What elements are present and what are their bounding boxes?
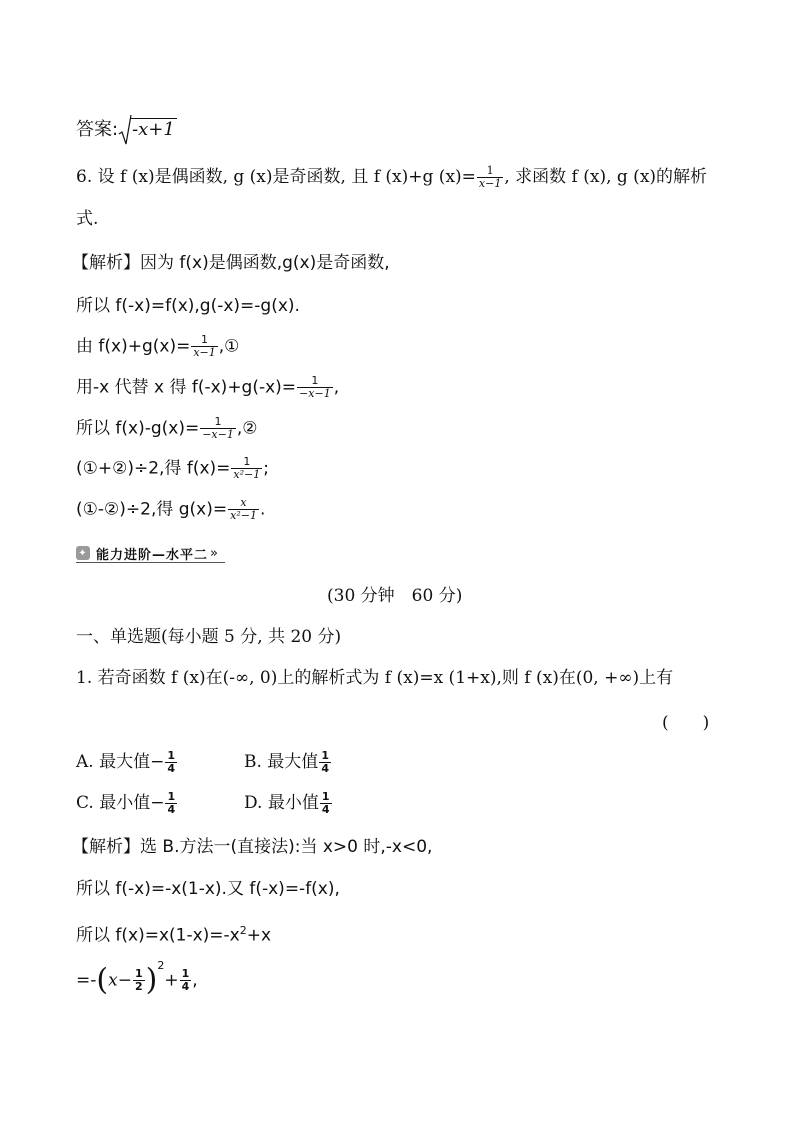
solution-6-line-5: [76, 416, 258, 441]
fraction: $\frac{1}{4}$: [321, 790, 330, 816]
solution-6-line-4: [76, 375, 339, 400]
exponent: 2: [239, 924, 247, 937]
fraction: $\frac{1}{x-1}$: [193, 333, 216, 359]
answer-label: 答案:: [76, 119, 119, 140]
solution-6-line-1: [72, 251, 390, 275]
option-b-text: B. 最大值: [244, 752, 319, 772]
answer-line: [76, 118, 177, 142]
solution-6-line-6-text: (①+②)÷2,得 f(x)=: [76, 458, 231, 479]
fraction: $\frac{1}{x-1}$: [478, 164, 502, 190]
solution-1-line-3: [76, 919, 271, 948]
plus-sign: +: [164, 970, 179, 991]
left-paren: (: [96, 962, 109, 998]
radicand: -x+1: [132, 119, 175, 140]
solution-6-line-4-text: 用-x 代替 x 得 f(-x)+g(-x)=: [76, 377, 297, 398]
answer-blank: ( ): [662, 713, 710, 733]
right-paren: ): [145, 962, 158, 998]
fraction: $\frac{1}{-x-1}$: [299, 374, 331, 400]
solution-6-line-6-end: ;: [263, 458, 269, 479]
option-d-text: D. 最小值: [244, 793, 319, 813]
question-1-stem: 1. 若奇函数 f (x)在(-∞, 0)上的解析式为 f (x)=x (1+x),则 f (x)在(0, +∞)上有: [76, 668, 674, 688]
fraction: $\frac{1}{4}$: [181, 967, 190, 994]
question-6-line-2: 式.: [76, 209, 99, 229]
solution-tag: 【解析】: [72, 253, 140, 273]
comma: ,: [192, 970, 198, 991]
lightbulb-icon: ✦: [76, 546, 90, 560]
solution-1-line-4: [76, 959, 198, 998]
solution-6-line-5-text: 所以 f(x)-g(x)=: [76, 418, 200, 439]
option-d: [244, 791, 333, 816]
question-6-text-b: , 求函数 f (x), g (x)的解析: [504, 167, 708, 187]
sqrt-expression: [118, 118, 177, 142]
solution-6-line-4-end: ,: [333, 377, 340, 398]
fraction: $\frac{1}{-x-1}$: [202, 415, 234, 441]
equals-minus: =-: [76, 970, 97, 991]
option-c: [76, 791, 178, 816]
solution-6-line-2: 所以 f(-x)=f(x),g(-x)=-g(x).: [76, 296, 300, 316]
solution-6-line-3-text: 由 f(x)+g(x)=: [76, 336, 191, 357]
fraction: $\frac{1}{4}$: [167, 749, 175, 775]
solution-tag: 【解析】: [72, 837, 140, 857]
fraction: $\frac{1}{4}$: [167, 790, 176, 816]
solution-6-line-3: [76, 334, 239, 359]
solution-1-line-3-end: +x: [246, 925, 272, 946]
section-badge: [76, 544, 225, 563]
solution-6-line-7-text: (①-②)÷2,得 g(x)=: [76, 499, 228, 520]
solution-6-line-3-end: ,①: [218, 336, 240, 357]
option-b: [244, 750, 332, 775]
solution-1-line-1: [72, 835, 432, 859]
solution-6-line-7-end: .: [259, 499, 266, 520]
solution-1-line-2: 所以 f(-x)=-x(1-x).又 f(-x)=-f(x),: [76, 879, 340, 899]
solution-6-line-7: [76, 497, 265, 522]
question-6-line-1: [76, 165, 707, 190]
solution-6-line-5-end: ,②: [236, 418, 258, 439]
part-1-heading: 一、单选题(每小题 5 分, 共 20 分): [76, 627, 342, 647]
option-c-text: C. 最小值−: [76, 793, 165, 813]
fraction: $\frac{x}{\text{x²−1}}$: [230, 496, 257, 522]
option-a-text: A. 最大值−: [76, 752, 165, 772]
solution-1-line-3-text: 所以 f(x)=x(1-x)=-x: [76, 925, 240, 946]
option-a: [76, 750, 178, 775]
square-exponent: 2: [157, 959, 165, 972]
question-6-text-a: 6. 设 f (x)是偶函数, g (x)是奇函数, 且 f (x)+g (x)=: [76, 167, 476, 187]
section-badge-label: 能力进阶—水平二: [96, 547, 209, 563]
double-chevron-icon: »: [210, 545, 219, 561]
solution-6-text: 因为 f(x)是偶函数,g(x)是奇函数,: [140, 253, 390, 273]
radical-sign-icon: [118, 114, 132, 146]
solution-1-text: 选 B.方法一(直接法):当 x>0 时,-x<0,: [140, 837, 433, 857]
x-minus: x−: [108, 970, 132, 991]
fraction: $\frac{1}{2}$: [134, 967, 143, 994]
timing: (30 分钟 60 分): [327, 586, 463, 606]
fraction: $\frac{1}{\text{x²−1}}$: [233, 455, 261, 481]
fraction: $\frac{1}{4}$: [321, 749, 329, 775]
solution-6-line-6: [76, 456, 269, 481]
